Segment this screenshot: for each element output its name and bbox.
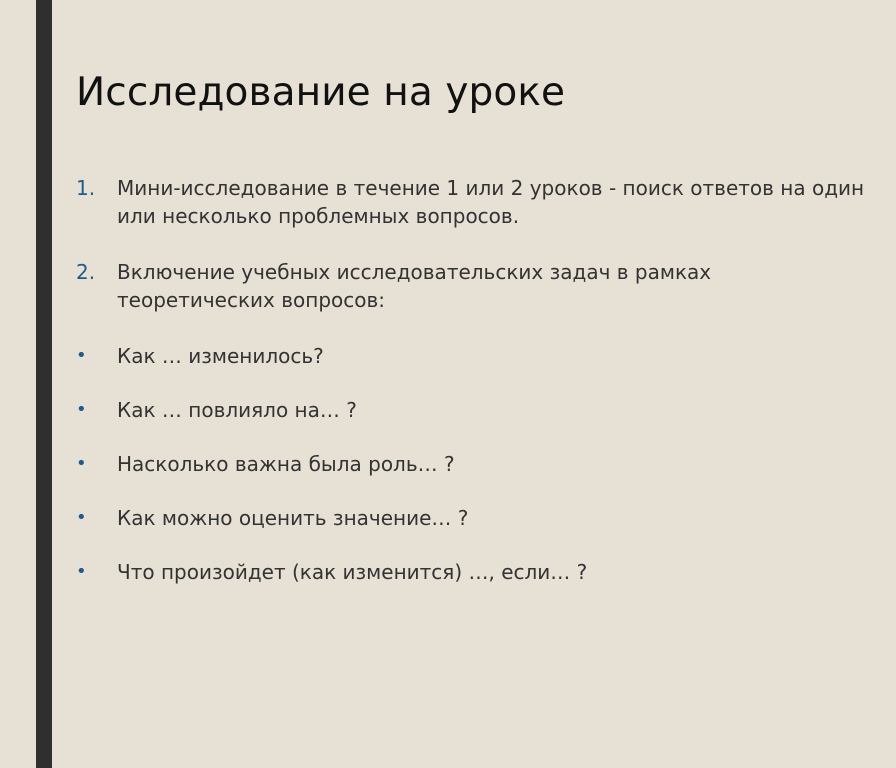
item-text: Насколько важна была роль… ?	[117, 452, 455, 476]
bullet-marker: •	[76, 453, 87, 474]
slide-title: Исследование на уроке	[76, 70, 566, 115]
item-text: Мини-исследование в течение 1 или 2 уроков - поиск ответов на один или несколько проблемных вопросов.	[117, 176, 865, 228]
item-text: Как можно оценить значение… ?	[117, 506, 469, 530]
item-text: Что произойдет (как изменится) …, если… ?	[117, 560, 588, 584]
numbered-item-1	[76, 174, 866, 230]
item-text: Как … изменилось?	[117, 344, 324, 368]
bullet-marker: •	[76, 507, 87, 528]
number-marker: 2.	[76, 260, 96, 284]
bullet-marker: •	[76, 399, 87, 420]
bullet-marker: •	[76, 345, 87, 366]
slide-content	[76, 174, 866, 586]
bullet-item	[76, 504, 866, 532]
bullet-item	[76, 342, 866, 370]
item-text: Как … повлияло на… ?	[117, 398, 357, 422]
number-marker: 1.	[76, 176, 96, 200]
item-text: Включение учебных исследовательских задач в рамках теоретических вопросов:	[117, 260, 712, 312]
bullet-item	[76, 450, 866, 478]
bullet-marker: •	[76, 561, 87, 582]
side-accent-bar	[36, 0, 52, 768]
bullet-item	[76, 558, 866, 586]
bullet-item	[76, 396, 866, 424]
numbered-item-2	[76, 258, 866, 314]
